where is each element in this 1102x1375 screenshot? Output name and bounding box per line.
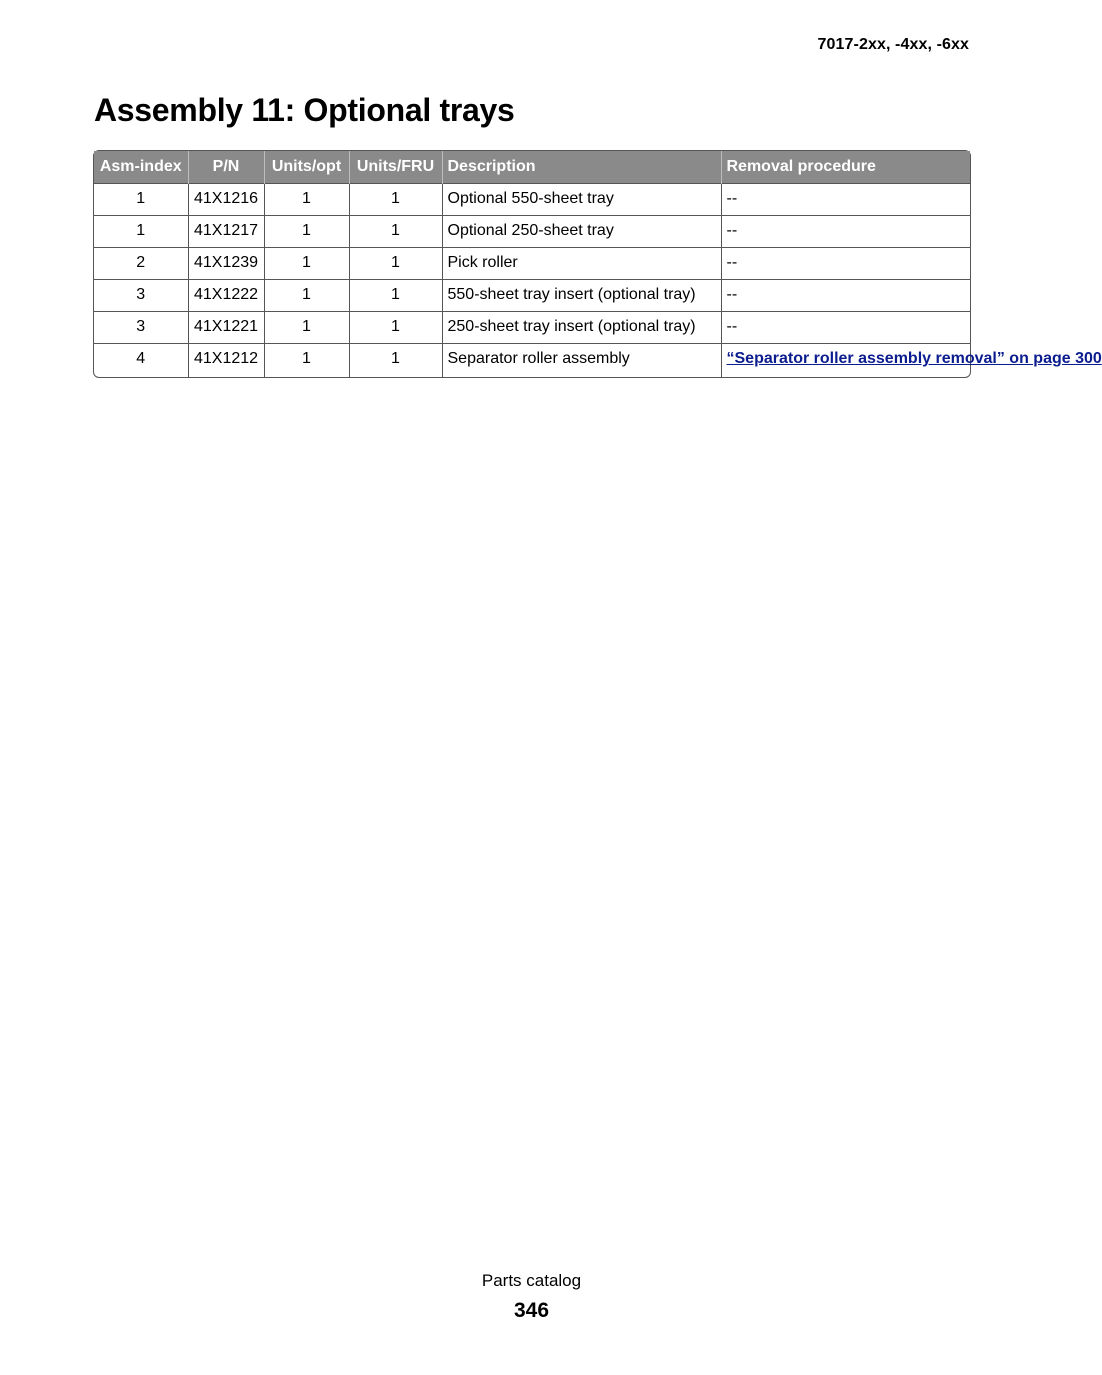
removal-procedure-cell: -- [721,312,970,344]
page-title: Assembly 11: Optional trays [94,92,515,128]
description-cell: 250-sheet tray insert (optional tray) [442,312,721,344]
column-header-removal-procedure: Removal procedure [721,151,970,184]
table-row [94,312,970,344]
asm-index-cell: 2 [94,248,188,280]
units-opt-cell: 1 [264,312,349,344]
asm-index-cell: 4 [94,344,188,378]
column-header-units-opt: Units/opt [264,151,349,184]
table-header-row [94,151,970,184]
removal-procedure-cell: -- [721,216,970,248]
description-cell: Pick roller [442,248,721,280]
description-cell: Optional 250-sheet tray [442,216,721,248]
description-cell: 550-sheet tray insert (optional tray) [442,280,721,312]
column-header-asm-index: Asm-index [94,151,188,184]
part-number-cell: 41X1221 [188,312,264,344]
table-row [94,216,970,248]
description-cell: Separator roller assembly [442,344,721,378]
part-number-cell: 41X1216 [188,184,264,216]
separator-roller-removal-link[interactable]: “Separator roller assembly removal” on page 300 [726,350,1102,367]
asm-index-cell: 1 [94,184,188,216]
units-opt-cell: 1 [264,216,349,248]
units-fru-cell: 1 [349,184,442,216]
units-fru-cell: 1 [349,344,442,378]
column-header-description: Description [442,151,721,184]
units-fru-cell: 1 [349,248,442,280]
column-header-pn: P/N [188,151,264,184]
units-opt-cell: 1 [264,280,349,312]
footer-section-label: Parts catalog [481,1271,582,1290]
parts-table-container [93,150,1102,378]
table-row [94,344,970,378]
part-number-cell: 41X1222 [188,280,264,312]
part-number-cell: 41X1212 [188,344,264,378]
units-fru-cell: 1 [349,216,442,248]
units-opt-cell: 1 [264,248,349,280]
page-number: 346 [513,1299,550,1322]
part-number-cell: 41X1217 [188,216,264,248]
asm-index-cell: 3 [94,280,188,312]
removal-procedure-cell: -- [721,184,970,216]
table-row [94,280,970,312]
description-cell: Optional 550-sheet tray [442,184,721,216]
removal-procedure-cell: -- [721,248,970,280]
units-opt-cell: 1 [264,184,349,216]
units-opt-cell: 1 [264,344,349,378]
parts-table [94,151,1102,377]
removal-procedure-cell: -- [721,280,970,312]
units-fru-cell: 1 [349,280,442,312]
table-row [94,184,970,216]
column-header-units-fru: Units/FRU [349,151,442,184]
asm-index-cell: 1 [94,216,188,248]
table-row [94,248,970,280]
removal-procedure-cell [721,344,1102,378]
asm-index-cell: 3 [94,312,188,344]
part-number-cell: 41X1239 [188,248,264,280]
model-header: 7017-2xx, -4xx, -6xx [817,36,969,53]
units-fru-cell: 1 [349,312,442,344]
